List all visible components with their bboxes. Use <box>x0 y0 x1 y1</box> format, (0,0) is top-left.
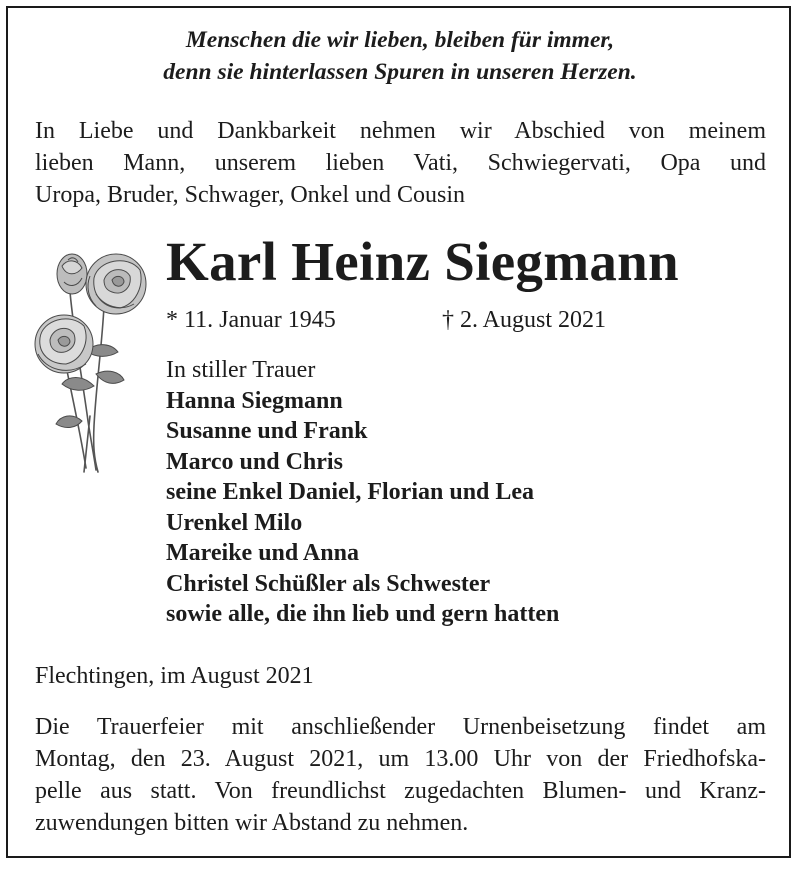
mourner-name: Susanne und Frank <box>166 418 368 444</box>
death-date: † 2. August 2021 <box>442 307 607 333</box>
mourner-name: sowie alle, die ihn lieb und gern hatten <box>166 601 560 627</box>
life-dates <box>166 304 636 336</box>
funeral-line-3: pelle aus statt. Von freundlichst zugedachten Blumen- und Kranz- <box>35 778 766 804</box>
funeral-line-2: Montag, den 23. August 2021, um 13.00 Uhr von der Friedhofska- <box>35 746 766 772</box>
roses-illustration-icon <box>24 246 156 478</box>
birth-date: * 11. Januar 1945 <box>166 307 336 333</box>
mourner-name: Marco und Chris <box>166 448 343 475</box>
funeral-line-4: zuwendungen bitten wir Abstand zu nehmen. <box>35 810 469 836</box>
funeral-line-1: Die Trauerfeier mit anschließender Urnenbeisetzung findet am <box>35 714 766 740</box>
mourner-name: Urenkel Milo <box>166 509 303 536</box>
motto-line-1: Menschen die wir lieben, bleiben für immer, <box>185 27 615 53</box>
mourner-name: Christel Schüßler als Schwester <box>166 570 491 597</box>
intro-line-2: lieben Mann, unserem lieben Vati, Schwiegervati, Opa und <box>35 150 766 176</box>
funeral-notice <box>35 711 766 839</box>
motto <box>0 24 800 88</box>
intro-line-1: In Liebe und Dankbarkeit nehmen wir Abschied von meinem <box>35 118 766 144</box>
intro-line-3: Uropa, Bruder, Schwager, Onkel und Cousin <box>35 182 465 208</box>
mourner-name: seine Enkel Daniel, Florian und Lea <box>166 479 535 505</box>
place-and-date: Flechtingen, im August 2021 <box>35 663 314 689</box>
mourner-name: Mareike und Anna <box>166 540 359 566</box>
motto-line-2: denn sie hinterlassen Spuren in unseren Herzen. <box>163 59 637 85</box>
mourner-name: Hanna Siegmann <box>166 387 343 414</box>
intro-text <box>35 115 766 211</box>
mourners-list <box>166 355 559 630</box>
mourners-heading: In stiller Trauer <box>166 357 316 383</box>
deceased-name: Karl Heinz Siegmann <box>166 231 679 292</box>
